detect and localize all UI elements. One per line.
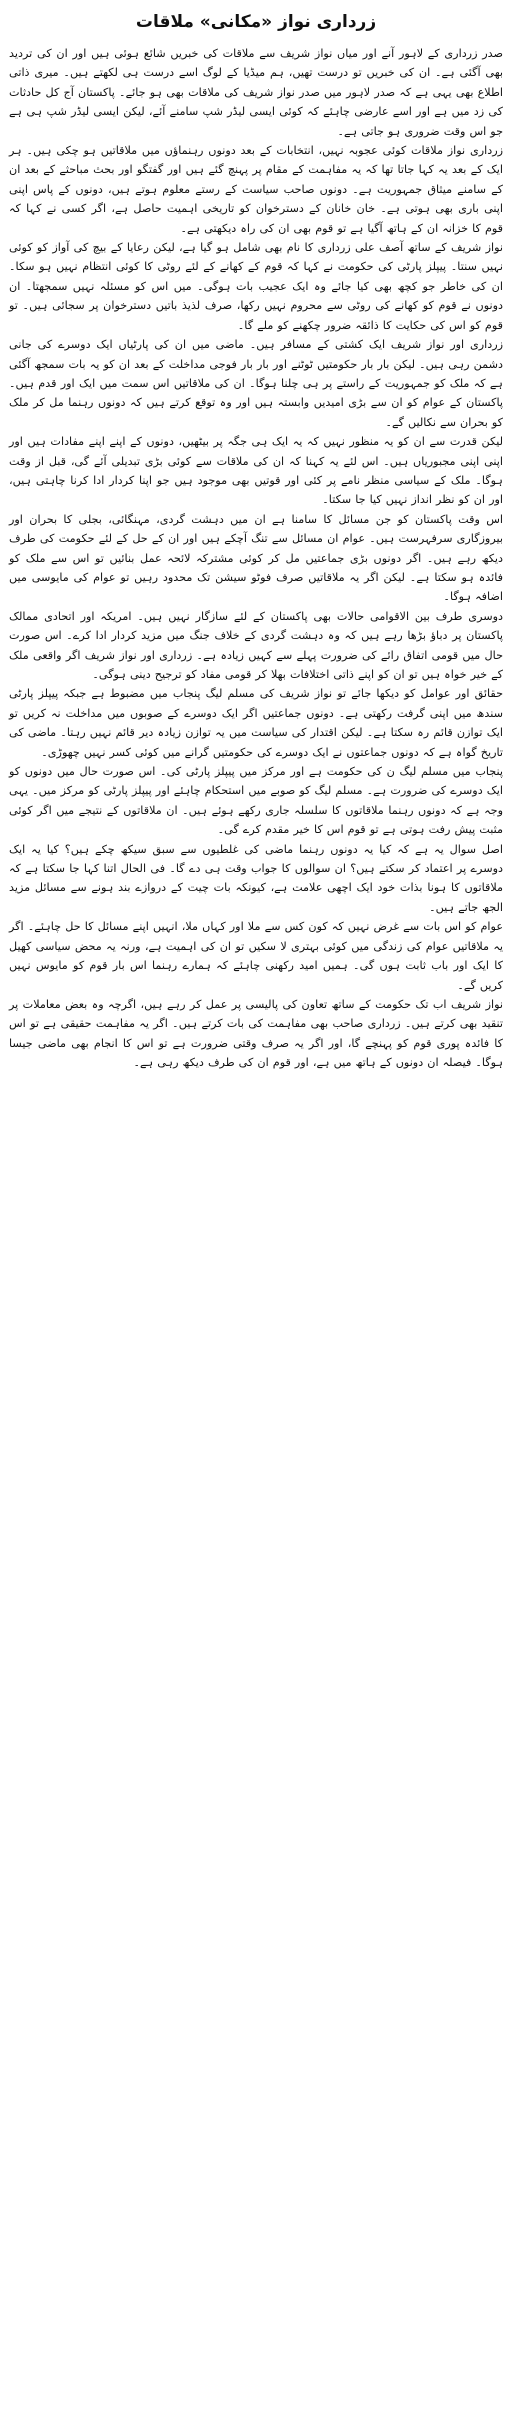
paragraph: دوسری طرف بین الاقوامی حالات بھی پاکستان کے لئے سازگار نہیں ہیں۔ امریکہ اور اتحادی ممالک پاکستان پر دباؤ بڑھا رہے ہیں کہ وہ دہشت گردی کے خلاف جنگ میں مزید کردار ادا کرے۔ اس صورت حال میں قومی اتفاق رائے کی ضرورت پہلے سے کہیں زیادہ ہے۔ زرداری اور نواز شریف اگر واقعی ملک کے خیر خواہ ہیں تو ان کو اپنے ذاتی اختلافات بھلا کر قومی مفاد کو ترجیح دینی ہوگی۔: [9, 609, 503, 681]
paragraph: حقائق اور عوامل کو دیکھا جائے تو نواز شریف کی مسلم لیگ پنجاب میں مضبوط ہے جبکہ پیپلز پارٹی سندھ میں اپنی گرفت رکھتی ہے۔ دونوں جماعتیں اگر ایک دوسرے کے صوبوں میں مداخلت نہ کریں تو ایک توازن قائم رہ سکتا ہے۔ لیکن اقتدار کی سیاست میں یہ توازن زیادہ دیر قائم نہیں رہتا۔ ماضی کی تاریخ گواہ ہے کہ دونوں جماعتوں نے ایک دوسرے کی حکومتیں گرانے میں کوئی کسر نہیں چھوڑی۔: [9, 687, 503, 759]
paragraph: لیکن قدرت سے ان کو یہ منظور نہیں کہ یہ ایک ہی جگہ پر بیٹھیں، دونوں کے اپنے اپنے مفادات ہیں اور اپنی اپنی مجبوریاں ہیں۔ اس لئے یہ کہنا کہ ان کی ملاقات سے کوئی بڑی تبدیلی آئے گی، قبل از وقت ہوگا۔ ملک کے سیاسی منظر نامے پر کئی اور قوتیں بھی موجود ہیں جو اپنا کردار ادا کرنا چاہتی ہیں، اور ان کو نظر انداز نہیں کیا جا سکتا۔: [9, 435, 503, 507]
paragraph: زرداری نواز ملاقات کوئی عجوبہ نہیں، انتخابات کے بعد دونوں رہنماؤں میں ملاقاتیں ہو چکی ہیں۔ ہر ایک کے بعد یہ کہا جاتا تھا کہ یہ مفاہمت کے مقام پر پہنچ گئے ہیں اور گفتگو اور بحث مباحثے کے بعد ان کے سامنے میثاق جمہوریت ہے۔ دونوں صاحب سیاست کے رستے معلوم ہوتے ہیں، دونوں کے پاس اپنی اپنی باری بھی ہوتی ہے۔ خان خانان کے دسترخوان کو تاریخی اہمیت حاصل ہے، اگر کسی نے کہا کہ قوم کا خزانہ ان کے ہاتھ آگیا ہے تو قوم بھی ان کی راہ دیکھتی ہے۔: [9, 144, 503, 235]
paragraph: اصل سوال یہ ہے کہ کیا یہ دونوں رہنما ماضی کی غلطیوں سے سبق سیکھ چکے ہیں؟ کیا یہ ایک دوسرے پر اعتماد کر سکتے ہیں؟ ان سوالوں کا جواب وقت ہی دے گا۔ فی الحال اتنا کہا جا سکتا ہے کہ ملاقاتوں کا ہونا بذات خود ایک اچھی علامت ہے، کیونکہ بات چیت کے دروازے بند ہونے سے مسائل مزید الجھ جاتے ہیں۔: [9, 842, 503, 914]
paragraph: زرداری اور نواز شریف ایک کشتی کے مسافر ہیں۔ ماضی میں ان کی پارٹیاں ایک دوسرے کی جانی دشمن رہی ہیں۔ لیکن بار بار حکومتیں ٹوٹنے اور بار بار فوجی مداخلت کے بعد ان کو یہ بات سمجھ آگئی ہے کہ ملک کو جمہوریت کے راستے پر ہی چلنا ہوگا۔ ان کی ملاقاتیں اس سمت میں ایک اور قدم ہیں۔ پاکستان کے عوام کو ان سے بڑی امیدیں وابستہ ہیں اور وہ توقع کرتے ہیں کہ دونوں رہنما مل کر ملک کو بحران سے نکالیں گے۔: [9, 338, 503, 429]
paragraph: عوام کو اس بات سے غرض نہیں کہ کون کس سے ملا اور کہاں ملا، انہیں اپنے مسائل کا حل چاہئے۔ اگر یہ ملاقاتیں عوام کی زندگی میں کوئی بہتری لا سکیں تو ان کی اہمیت ہے، ورنہ یہ محض سیاسی کھیل کا ایک اور باب ثابت ہوں گی۔ ہمیں امید رکھنی چاہئے کہ ہمارے رہنما اس بار قوم کو مایوس نہیں کریں گے۔: [9, 920, 503, 992]
paragraph: اس وقت پاکستان کو جن مسائل کا سامنا ہے ان میں دہشت گردی، مہنگائی، بجلی کا بحران اور بیروزگاری سرفہرست ہیں۔ عوام ان مسائل سے تنگ آچکے ہیں اور ان کے حل کے لئے حکومت کی طرف دیکھ رہے ہیں۔ اگر دونوں بڑی جماعتیں مل کر کوئی مشترکہ لائحہ عمل بنائیں تو اس سے ملک کو فائدہ ہو سکتا ہے۔ لیکن اگر یہ ملاقاتیں صرف فوٹو سیشن تک محدود رہیں تو عوام کی مایوسی میں اضافہ ہوگا۔: [9, 512, 503, 604]
article-body: [9, 44, 503, 1073]
paragraph: نواز شریف کے ساتھ آصف علی زرداری کا نام بھی شامل ہو گیا ہے، لیکن رعایا کے بیچ کی آواز کو کوئی نہیں سنتا۔ پیپلز پارٹی کی حکومت نے کہا کہ قوم کے کھانے کے لئے روٹی کا کوئی انتظام نہیں ہو سکا۔ ان کی خاطر جو کچھ بھی کیا جائے وہ ایک عجیب بات ہوگی۔ میں اس کو مسئلہ نہیں سمجھتا۔ ان دونوں نے قوم کو کھانے کی روٹی سے محروم نہیں رکھا، صرف لذیذ باتیں دسترخوان پر سجائی ہیں۔ تو قوم کو اس کی حکایت کا ذائقہ ضرور چکھنے کو ملے گا۔: [9, 241, 503, 332]
paragraph: پنجاب میں مسلم لیگ ن کی حکومت ہے اور مرکز میں پیپلز پارٹی کی۔ اس صورت حال میں دونوں کو ایک دوسرے کی ضرورت ہے۔ مسلم لیگ کو صوبے میں استحکام چاہئے اور پیپلز پارٹی کو مرکز میں۔ یہی وجہ ہے کہ دونوں رہنما ملاقاتوں کا سلسلہ جاری رکھے ہوئے ہیں۔ ان ملاقاتوں کے نتیجے میں اگر کوئی مثبت پیش رفت ہوتی ہے تو قوم اس کا خیر مقدم کرے گی۔: [9, 765, 503, 837]
paragraph: صدر زرداری کے لاہور آنے اور میاں نواز شریف سے ملاقات کی خبریں شائع ہوئی ہیں اور ان کی تردید بھی آگئی ہے۔ ان کی خبریں تو درست تھیں، ہم میڈیا کے لوگ اسے درست ہی لکھتے ہیں۔ میری ذاتی اطلاع بھی یہی ہے کہ صدر لاہور میں صدر نواز شریف کی ملاقات بھی ہو جائے۔ پاکستان آج کل حادثات کی زد میں ہے اور اسے عارضی چاہئے کہ کوئی ایسی لیڈر شپ سامنے آئے، لیکن ایسی لیڈر شپ ہی ہے جو اس وقت ضروری ہو جاتی ہے۔: [9, 47, 503, 138]
paragraph: نواز شریف اب تک حکومت کے ساتھ تعاون کی پالیسی پر عمل کر رہے ہیں، اگرچہ وہ بعض معاملات پر تنقید بھی کرتے ہیں۔ زرداری صاحب بھی مفاہمت کی بات کرتے ہیں۔ اگر یہ مفاہمت حقیقی ہے تو اس کا فائدہ پوری قوم کو پہنچے گا، اور اگر یہ صرف وقتی ضرورت ہے تو اس کا انجام بھی ماضی جیسا ہوگا۔ فیصلہ ان دونوں کے ہاتھ میں ہے، اور قوم ان کی طرف دیکھ رہی ہے۔: [9, 997, 503, 1070]
article-headline: زرداری نواز «مکانی» ملاقات: [135, 12, 377, 32]
